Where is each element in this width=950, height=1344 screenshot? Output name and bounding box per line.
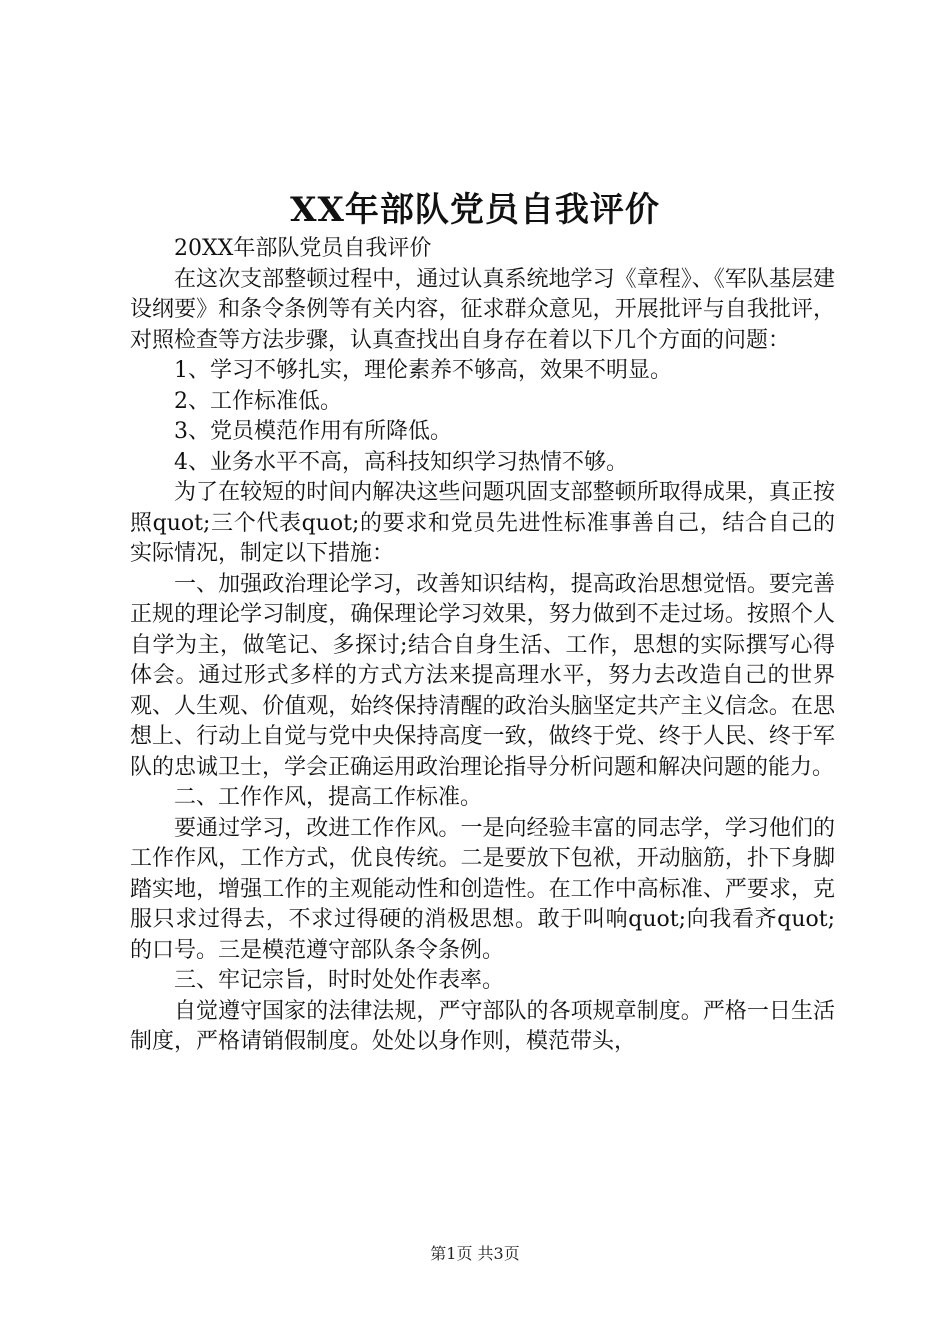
measure-2-heading: 二、工作作风，提高工作标准。 [174,785,483,810]
measure-2-paragraph: 要通过学习，改进工作作风。一是向经验丰富的同志学，学习他们的工作作风，工作方式，优良传统。二是要放下包袱，开动脑筋，扑下身脚踏实地，增强工作的主观能动性和创造性。在工作中高标准、严要求，克服只求过得去，不求过得硬的消极思想。敢于叫响quot;向我看齐quot;的口号。三是模范遵守部队条令条例。 [130,815,835,963]
paragraph-measures-intro: 为了在较短的时间内解决这些问题巩固支部整顿所取得成果，真正按照quot;三个代表quot;的要求和党员先进性标准事善自己，结合自己的实际情况，制定以下措施： [130,480,835,566]
problem-item-4: 4、业务水平不高，高科技知织学习热情不够。 [174,449,628,475]
document-body [130,234,835,1058]
paragraph-subtitle: 20XX年部队党员自我评价 [174,236,432,261]
problem-item-2: 2、工作标准低。 [174,388,342,414]
problem-item-3: 3、党员模范作用有所降低。 [174,419,452,444]
measure-3-heading: 三、牢记宗旨，时时处处作表率。 [174,968,505,993]
page-number-footer: 第1页 共3页 [430,1244,520,1263]
document-title: XX年部队党员自我评价 [290,190,660,230]
measure-3-paragraph: 自觉遵守国家的法律法规，严守部队的各项规章制度。严格一日生活制度，严格请销假制度。处处以身作则，模范带头， [130,998,835,1054]
problem-item-1: 1、学习不够扎实，理伦素养不够高，效果不明显。 [174,358,672,383]
paragraph-intro: 在这次支部整顿过程中，通过认真系统地学习《章程》、《军队基层建设纲要》和条令条例等有关内容，征求群众意见，开展批评与自我批评，对照检查等方法步骤，认真查找出自身存在着以下几个方面的问题： [130,266,835,353]
measure-1-paragraph: 一、加强政治理论学习，改善知识结构，提高政治思想觉悟。要完善正规的理论学习制度，确保理论学习效果，努力做到不走过场。按照个人自学为主，做笔记、多探讨;结合自身生活、工作，思想的实际撰写心得体会。通过形式多样的方式方法来提高理水平，努力去改造自己的世界观、人生观、价值观，始终保持清醒的政治头脑坚定共产主义信念。在思想上、行动上自觉与党中央保持高度一致，做终于党、终于人民、终于军队的忠诚卫士，学会正确运用政治理论指导分析问题和解决问题的能力。 [130,571,835,780]
